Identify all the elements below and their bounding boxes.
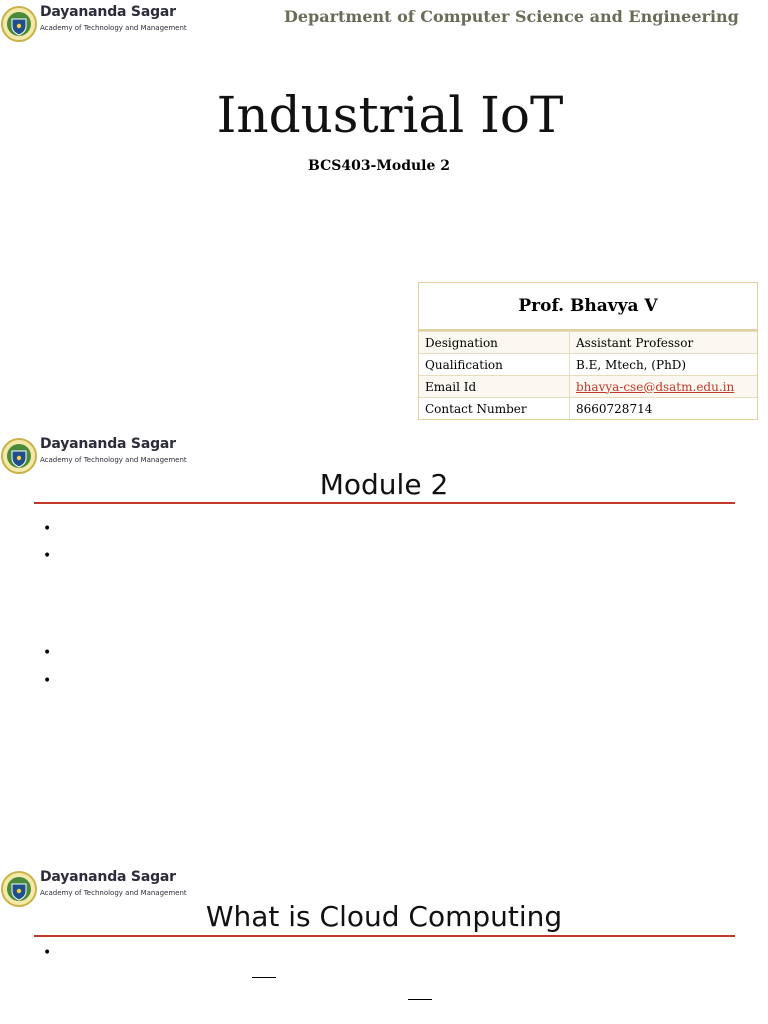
bullet-point: • [43,945,52,961]
underline-mark [252,977,276,978]
contact-label: Contact Number [419,398,570,420]
contact-value: 8660728714 [570,398,758,420]
slide-title: Module 2 [319,468,449,501]
department-title: Department of Computer Science and Engineering [284,7,739,26]
logo-subtitle: Academy of Technology and Management [40,24,187,32]
course-code: BCS403-Module 2 [307,158,451,174]
bullet-point: • [43,645,52,661]
table-row [419,354,757,376]
bullet-point: • [43,673,52,689]
profile-name: Prof. Bhavya V [419,283,757,331]
course-title: Industrial IoT [216,86,564,144]
bullet-point: • [43,548,52,564]
email-label: Email Id [419,376,570,398]
table-row [419,376,757,398]
logo-subtitle: Academy of Technology and Management [40,456,187,464]
profile-table [419,331,757,419]
qualification-label: Qualification [419,354,570,376]
logo-subtitle: Academy of Technology and Management [40,889,187,897]
bullet-point: • [43,521,52,537]
title-divider [34,502,735,504]
logo-name: Dayananda Sagar [40,436,176,452]
table-row [419,398,757,420]
seal-icon [0,2,38,46]
designation-label: Designation [419,332,570,354]
slide-title: What is Cloud Computing [205,900,563,933]
title-divider [34,935,735,937]
profile-card [418,282,758,420]
logo-name: Dayananda Sagar [40,4,176,20]
institution-logo [0,0,187,50]
designation-value: Assistant Professor [570,332,758,354]
email-link[interactable]: bhavya-cse@dsatm.edu.in [576,379,735,394]
underline-mark [408,999,432,1000]
table-row [419,332,757,354]
qualification-value: B.E, Mtech, (PhD) [570,354,758,376]
logo-name: Dayananda Sagar [40,869,176,885]
